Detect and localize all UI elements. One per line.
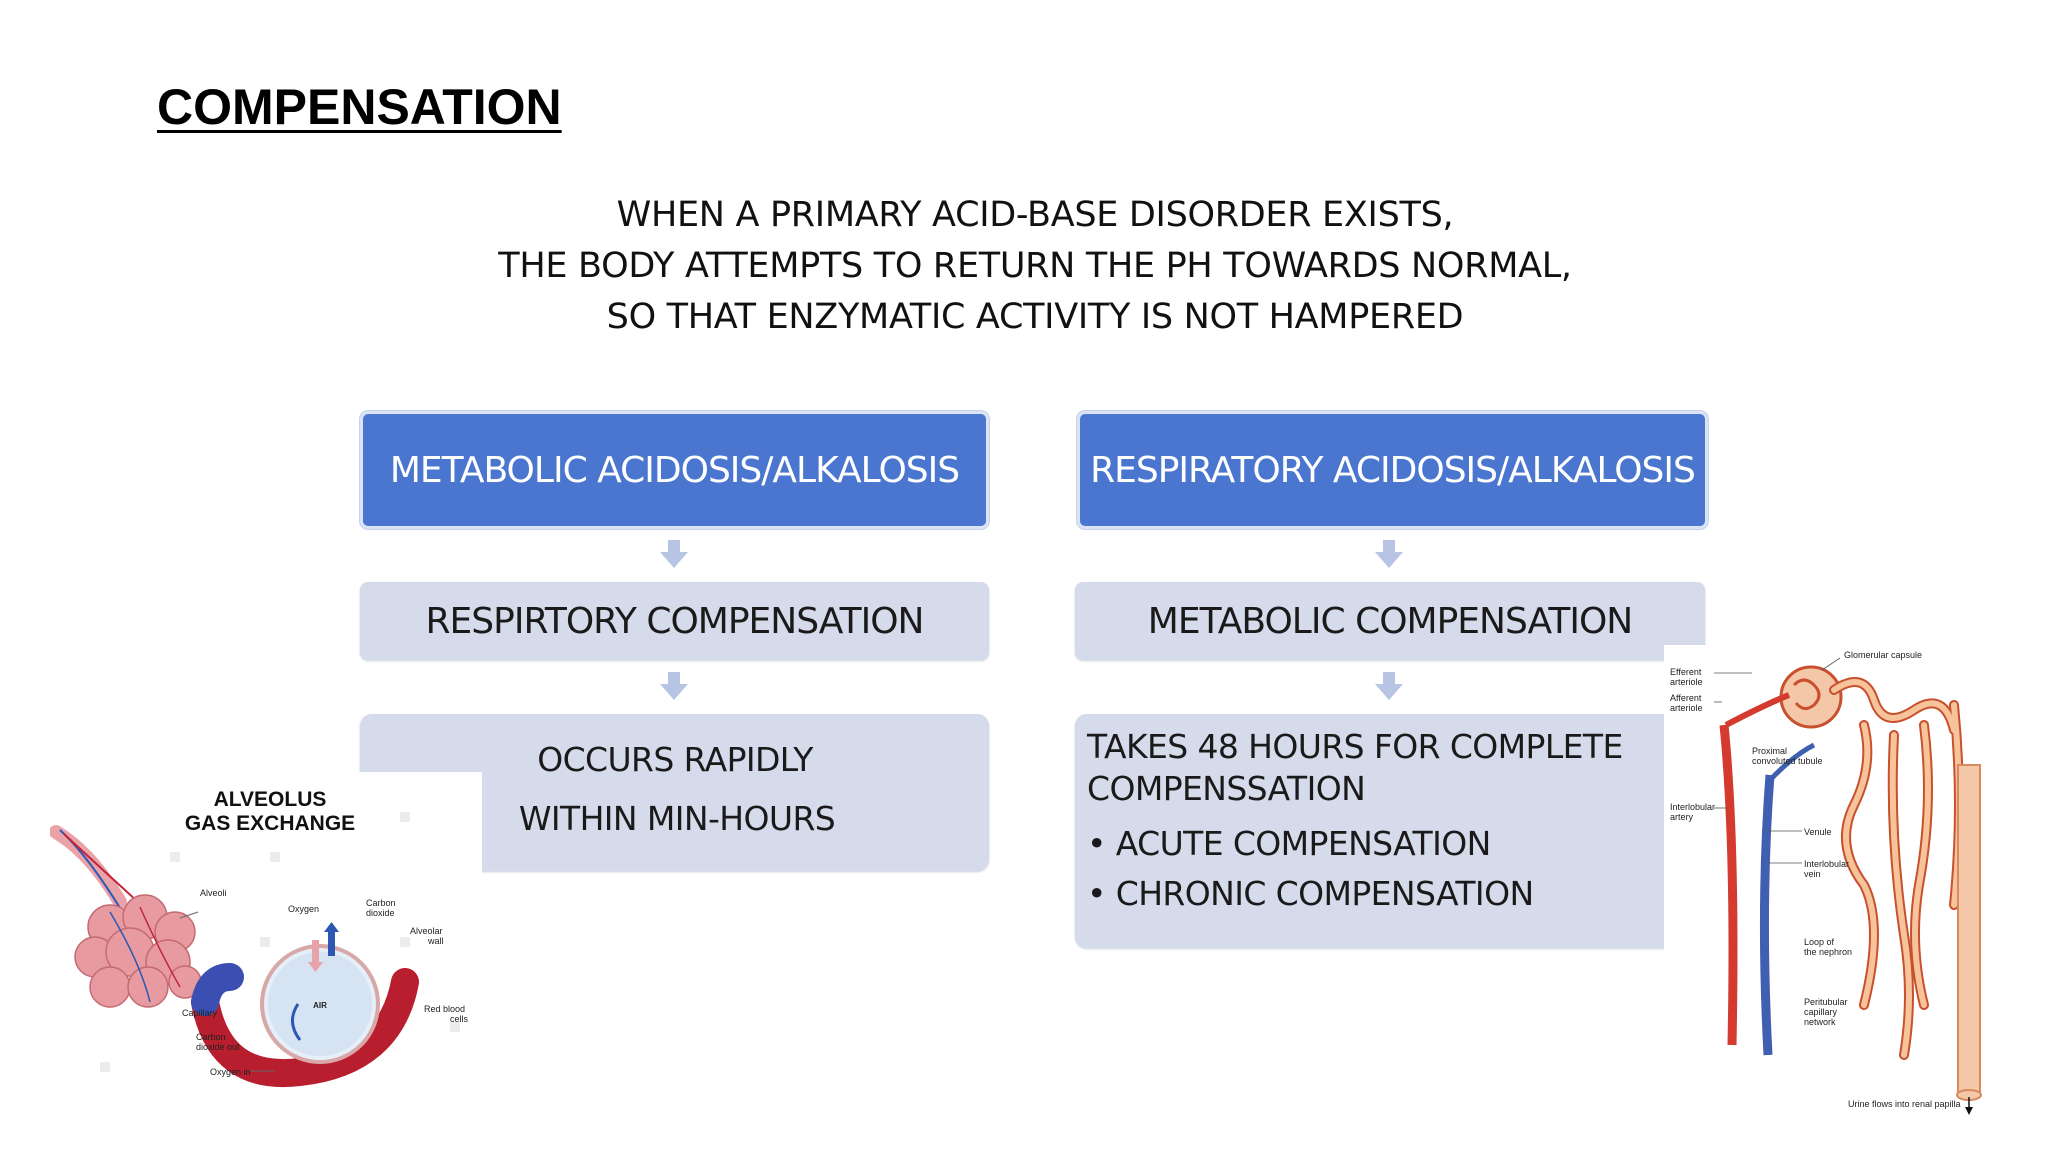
svg-text:Oxygen in: Oxygen in xyxy=(210,1067,251,1077)
metabolic-compensation-box: METABOLIC COMPENSATION xyxy=(1075,582,1705,660)
alveolus-title-2: GAS EXCHANGE xyxy=(184,812,356,835)
svg-text:Proximal: Proximal xyxy=(1752,746,1788,756)
svg-text:Afferent: Afferent xyxy=(1670,693,1702,703)
svg-text:Interlobular: Interlobular xyxy=(1804,859,1850,869)
respiratory-compensation-box: RESPIRTORY COMPENSATION xyxy=(360,582,989,660)
bullet-dot-icon: • xyxy=(1087,824,1116,863)
svg-text:Loop of: Loop of xyxy=(1804,937,1835,947)
alveolus-title-1: ALVEOLUS xyxy=(213,788,327,811)
hours-detail-box xyxy=(1075,714,1705,948)
svg-text:Capillary: Capillary xyxy=(182,1008,218,1018)
svg-text:Efferent: Efferent xyxy=(1670,667,1702,677)
bullet-acute: • ACUTE COMPENSATION xyxy=(1087,824,1491,863)
svg-text:Carbon: Carbon xyxy=(196,1032,226,1042)
intro-line-2: THE BODY ATTEMPTS TO RETURN THE PH TOWARDS NORMAL, xyxy=(498,246,1572,286)
detail-text-line-2: COMPENSSATION xyxy=(1087,769,1366,808)
respiratory-header-box: RESPIRATORY ACIDOSIS/ALKALOSIS xyxy=(1077,411,1708,529)
bullet-dot-icon: • xyxy=(1087,874,1116,913)
nephron-diagram-image xyxy=(1664,645,2014,1115)
svg-text:Alveolar: Alveolar xyxy=(410,926,443,936)
down-arrow-icon xyxy=(660,540,688,568)
svg-text:convoluted tubule: convoluted tubule xyxy=(1752,756,1823,766)
svg-text:artery: artery xyxy=(1670,812,1694,822)
svg-text:Venule: Venule xyxy=(1804,827,1832,837)
intro-line-3: SO THAT ENZYMATIC ACTIVITY IS NOT HAMPERED xyxy=(606,297,1464,337)
svg-text:Interlobular: Interlobular xyxy=(1670,802,1716,812)
svg-text:the nephron: the nephron xyxy=(1804,947,1853,957)
alveolus-gas-exchange-image xyxy=(50,772,482,1090)
down-arrow-icon xyxy=(1375,672,1403,700)
slide-title: COMPENSATION xyxy=(157,79,562,135)
svg-text:network: network xyxy=(1804,1017,1836,1027)
svg-text:AIR: AIR xyxy=(313,1001,327,1010)
detail-line-1: OCCURS RAPIDLY xyxy=(537,740,813,779)
detail-text-line-1: TAKES 48 HOURS FOR COMPLETE xyxy=(1087,727,1623,766)
intro-line-1: WHEN A PRIMARY ACID-BASE DISORDER EXISTS, xyxy=(616,195,1454,235)
svg-text:Peritubular: Peritubular xyxy=(1804,997,1848,1007)
svg-text:Carbon: Carbon xyxy=(366,898,396,908)
down-arrow-icon xyxy=(660,672,688,700)
svg-text:Glomerular capsule: Glomerular capsule xyxy=(1844,650,1923,660)
hours-detail-text xyxy=(1087,726,1623,810)
svg-text:wall: wall xyxy=(428,936,444,946)
svg-text:Red blood: Red blood xyxy=(424,1004,466,1014)
down-arrow-icon xyxy=(1375,540,1403,568)
svg-text:arteriole: arteriole xyxy=(1670,677,1703,687)
svg-text:vein: vein xyxy=(1804,869,1821,879)
intro-text xyxy=(0,190,2048,343)
metabolic-header-box: METABOLIC ACIDOSIS/ALKALOSIS xyxy=(360,411,989,529)
svg-text:Urine flows into renal papilla: Urine flows into renal papilla xyxy=(1848,1099,1961,1109)
svg-text:dioxide out: dioxide out xyxy=(196,1042,240,1052)
svg-text:arteriole: arteriole xyxy=(1670,703,1703,713)
svg-text:Alveoli: Alveoli xyxy=(200,888,227,898)
detail-line-2: WITHIN MIN-HOURS xyxy=(518,799,836,838)
bullet-chronic: • CHRONIC COMPENSATION xyxy=(1087,874,1534,913)
svg-text:dioxide: dioxide xyxy=(366,908,395,918)
svg-text:capillary: capillary xyxy=(1804,1007,1838,1017)
svg-text:Oxygen: Oxygen xyxy=(288,904,320,914)
svg-text:cells: cells xyxy=(450,1014,469,1024)
